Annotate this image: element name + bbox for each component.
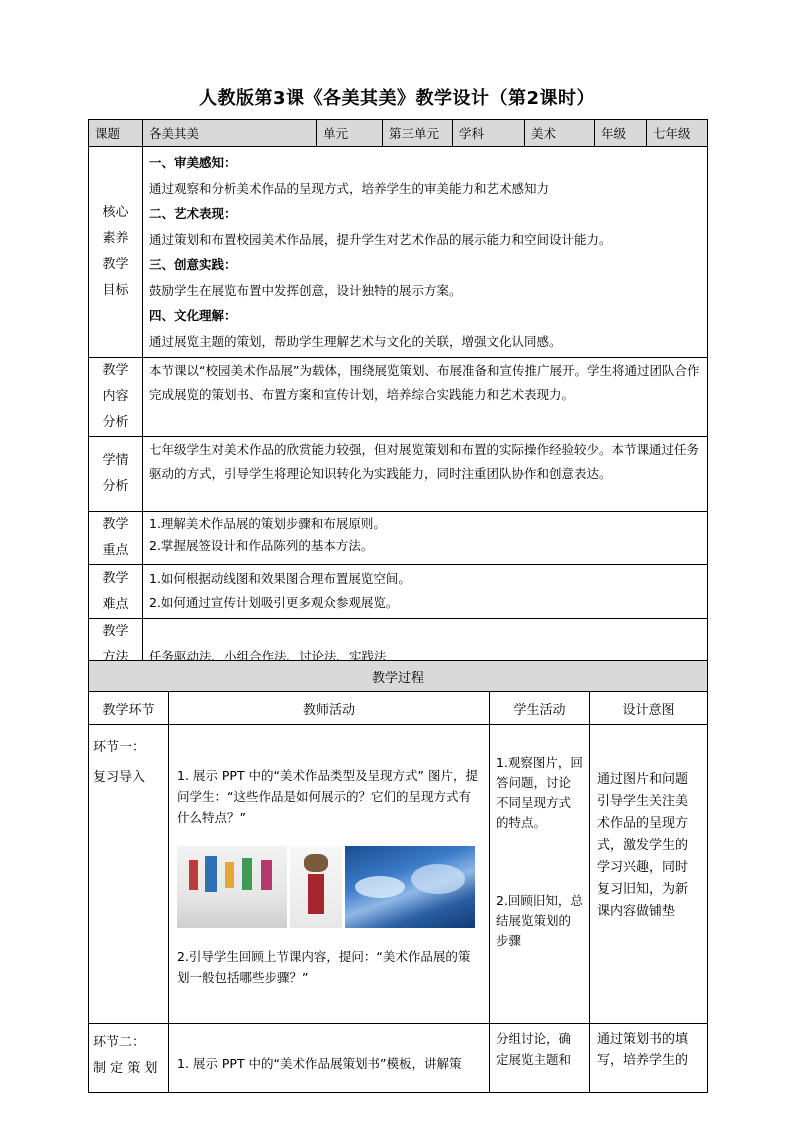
- situation-row: [89, 437, 708, 512]
- process-title: 教学过程: [89, 661, 708, 692]
- difficulties-label: 教学 难点: [89, 565, 143, 619]
- core-line: 通过策划和布置校园美术作品展，提升学生对艺术作品的展示能力和空间设计能力。: [149, 231, 612, 247]
- stage-two-teacher: 1. 展示 PPT 中的“美术作品展策划书”模板，讲解策: [169, 1024, 490, 1093]
- content-row: [89, 358, 708, 437]
- teacher-activity: 1. 展示 PPT 中的“美术作品类型及呈现方式” 图片，提问学生：“这些作品是如何展示的？它们的呈现方式有什么特点？”: [177, 768, 478, 825]
- teacher-activity: 2.引导学生回顾上节课内容，提问：“美术作品展的策划一般包括哪些步骤？”: [177, 949, 471, 985]
- header-row: [89, 120, 708, 147]
- immersive-art-photo-icon: [345, 846, 475, 928]
- core-line: 一、审美感知：: [149, 155, 237, 170]
- subject-value: 美术: [525, 120, 595, 147]
- situation-text: 七年级学生对美术作品的欣赏能力较强，但对展览策划和布置的实际操作经验较少。本节课通过任务驱动的方式，引导学生将理论知识转化为实践能力，同时注重团队协作和创意表达。: [143, 437, 708, 512]
- core-line: 通过展览主题的策划，帮助学生理解艺术与文化的关联，增强文化认同感。: [149, 333, 562, 349]
- unit-label: 单元: [317, 120, 383, 147]
- page-title: 人教版第3课《各美其美》教学设计（第2课时）: [198, 88, 596, 109]
- stage-two-row: [89, 1024, 708, 1093]
- situation-label: 学情 分析: [89, 437, 143, 512]
- process-table: [88, 660, 708, 1093]
- stage-two-student: 分组讨论，确定展览主题和: [490, 1024, 590, 1093]
- core-label: 核心 素养 教学 目标: [89, 147, 143, 358]
- list-item: 1.理解美术作品展的策划步骤和布展原则。: [149, 516, 386, 531]
- content-label: 教学 内容 分析: [89, 358, 143, 437]
- stage-one-teacher: [169, 725, 490, 1024]
- course-label: 课题: [89, 120, 143, 147]
- stage-two-name: 环节二： 制 定 策 划: [89, 1024, 169, 1093]
- column-header: 学生活动: [490, 692, 590, 725]
- subject-label: 学科: [453, 120, 525, 147]
- difficulties-list: [143, 565, 708, 619]
- process-title-row: [89, 661, 708, 692]
- stage-one-intent: 通过图片和问题引导学生关注美术作品的呈现方式，激发学生的学习兴趣，同时复习旧知，为新课内容做铺垫: [590, 725, 708, 1024]
- column-header: 教学环节: [89, 692, 169, 725]
- list-item: 2.掌握展签设计和作品陈列的基本方法。: [149, 538, 374, 553]
- stage-one-student: [490, 725, 590, 1024]
- key-points-list: [143, 512, 708, 565]
- key-points-label: 教学 重点: [89, 512, 143, 565]
- difficulties-row: [89, 565, 708, 619]
- column-header: 设计意图: [590, 692, 708, 725]
- core-row: [89, 147, 708, 358]
- column-header: 教师活动: [169, 692, 490, 725]
- content-text: 本节课以“校园美术作品展”为载体，围绕展览策划、布展准备和宣传推广展开。学生将通过团队合作完成展览的策划书、布置方案和宣传计划，培养综合实践能力和艺术表现力。: [143, 358, 708, 437]
- artwork-images: [177, 846, 481, 928]
- grade-label: 年级: [595, 120, 647, 147]
- course-value: 各美其美: [143, 120, 317, 147]
- lesson-info-table: [88, 119, 708, 672]
- stage-one-name: 环节一： 复习导入: [89, 725, 169, 1024]
- process-columns: [89, 692, 708, 725]
- key-points-row: [89, 512, 708, 565]
- stage-two-intent: 通过策划书的填写，培养学生的: [590, 1024, 708, 1093]
- list-item: 1.如何根据动线图和效果图合理布置展览空间。: [149, 571, 411, 586]
- methods-label: 教学 方法: [89, 619, 143, 672]
- student-activity: 1.观察图片，回答问题，讨论不同呈现方式的特点。: [496, 755, 583, 830]
- core-goals: [143, 147, 708, 358]
- core-line: 四、文化理解：: [149, 308, 237, 323]
- list-item: 2.如何通过宣传计划吸引更多观众参观展览。: [149, 595, 399, 610]
- gallery-photo-icon: [177, 846, 287, 928]
- methods-text: 任务驱动法、小组合作法、讨论法、实践法: [143, 619, 708, 672]
- sculpture-photo-icon: [290, 846, 342, 928]
- core-line: 三、创意实践：: [149, 257, 237, 272]
- core-line: 鼓励学生在展览布置中发挥创意，设计独特的展示方案。: [149, 282, 462, 298]
- grade-value: 七年级: [647, 120, 708, 147]
- core-line: 二、艺术表现：: [149, 206, 237, 221]
- stage-one-row: [89, 725, 708, 1024]
- unit-value: 第三单元: [383, 120, 453, 147]
- student-activity: 2.回顾旧知，总结展览策划的步骤: [496, 893, 583, 948]
- core-line: 通过观察和分析美术作品的呈现方式，培养学生的审美能力和艺术感知力: [149, 180, 550, 196]
